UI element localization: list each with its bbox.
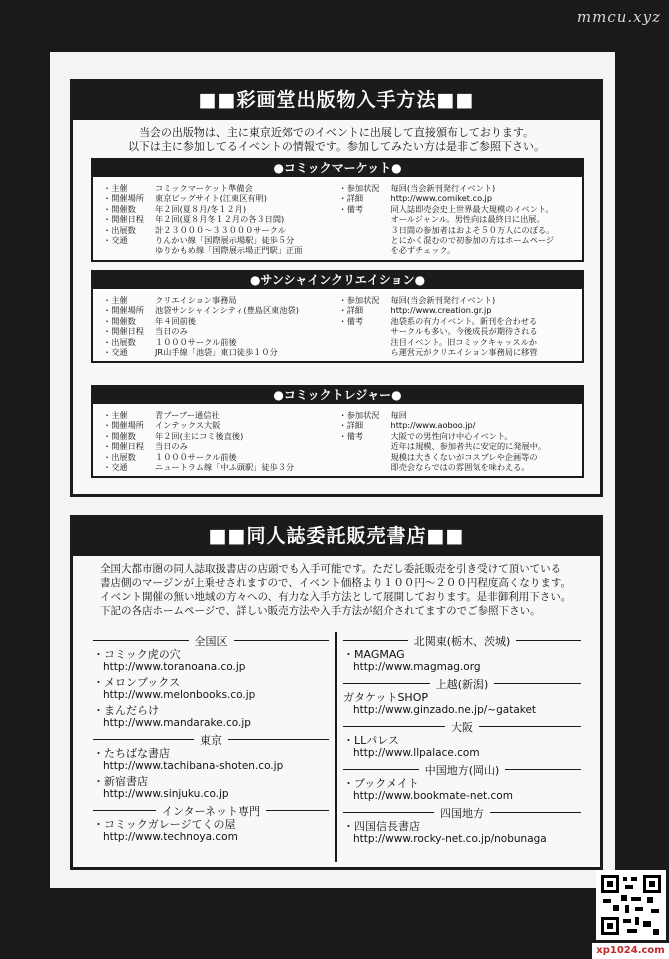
region-header — [343, 762, 581, 777]
qr-caption[interactable]: xp1024.com — [592, 943, 669, 959]
event-details-right — [339, 295, 575, 357]
detail-key: ・備考 — [338, 430, 364, 441]
store-name: ・コミック虎の穴 — [93, 648, 181, 661]
detail-key: ・開催場所 — [103, 305, 144, 316]
detail-value: ゆりかもめ線「国際展示場正門駅」正面 — [155, 245, 303, 256]
store-name: ・ブックメイト — [343, 777, 419, 790]
region-rule — [93, 739, 194, 740]
detail-value: りんかい線「国際展示場駅」徒歩５分 — [155, 235, 295, 246]
region-rule — [234, 640, 330, 641]
detail-link[interactable]: http://www.creation.gr.jp — [390, 305, 492, 316]
intro-line: 書店側のマージンが上乗せされますので、イベント価格より１００円〜２００円程度高くなります。 — [100, 577, 571, 589]
detail-key — [339, 337, 391, 347]
detail-value: 年２回(夏８月冬１２月の各３日間) — [155, 214, 285, 225]
detail-row — [103, 214, 339, 224]
store-name: ・たちばな書店 — [93, 747, 170, 760]
detail-key — [339, 326, 391, 336]
detail-row — [103, 183, 339, 193]
region-rule — [343, 683, 430, 684]
detail-value: 池袋系の有力イベント。新刊を合わせる — [390, 315, 538, 326]
store-link[interactable]: http://www.llpalace.com — [353, 747, 480, 759]
region-rule — [494, 683, 581, 684]
region-label: 大阪 — [451, 720, 473, 734]
store-column-left — [87, 632, 337, 862]
detail-row — [103, 347, 339, 357]
detail-value: オールジャンル。男性向は最終日に出展。 — [390, 214, 545, 225]
store-link[interactable]: http://www.melonbooks.co.jp — [103, 689, 256, 701]
detail-value: とにかく混むので初参加の方はホームページ — [390, 235, 555, 246]
event-title: ●コミックマーケット● — [93, 160, 582, 177]
detail-row — [339, 193, 575, 203]
store-name: ・LLパレス — [343, 734, 399, 747]
detail-key — [339, 347, 391, 357]
watermark-text: mmcu.xyz — [576, 8, 661, 26]
detail-link[interactable]: http://www.aoboo.jp/ — [390, 420, 476, 431]
detail-value: 計２３０００〜３３０００サークル — [155, 224, 286, 235]
detail-row — [103, 410, 339, 420]
detail-key: ・開催場所 — [103, 193, 144, 204]
detail-row — [103, 295, 339, 305]
region-label: インターネット専門 — [162, 804, 261, 818]
detail-key — [339, 235, 391, 245]
event-details-right — [339, 183, 575, 256]
detail-row — [339, 347, 575, 357]
detail-value: １０００サークル前後 — [155, 451, 237, 462]
detail-value: ら運営元がクリエイション事務局に移管 — [390, 347, 538, 358]
detail-value: 青ブーブー通信社 — [155, 410, 220, 420]
detail-value: サークルも多い。今後成長が期待される — [390, 326, 538, 337]
region-header — [343, 633, 581, 648]
detail-row — [103, 420, 339, 430]
region-header — [93, 803, 329, 818]
store-column-right — [337, 632, 587, 862]
detail-value: インテックス大阪 — [155, 420, 221, 431]
event-details-left — [103, 183, 339, 256]
detail-key: ・開催日程 — [103, 441, 144, 452]
store-name: ・四国信長書店 — [343, 820, 420, 833]
detail-link[interactable]: http://www.comiket.co.jp — [390, 193, 493, 204]
detail-key: ・詳細 — [338, 420, 364, 431]
detail-row — [103, 337, 339, 347]
region-label: 中国地方(岡山) — [424, 763, 500, 777]
region-header — [93, 633, 329, 648]
detail-value: 注目イベント。旧コミックキャッスルか — [390, 336, 537, 347]
store-list — [87, 632, 587, 862]
section-title: ■■彩画堂出版物入手方法■■ — [73, 82, 600, 120]
store-link[interactable]: http://www.toranoana.co.jp — [103, 661, 246, 673]
detail-value: クリエイション事務局 — [155, 295, 237, 305]
region-rule — [93, 640, 189, 641]
detail-value: を必ずチェック。 — [390, 245, 456, 256]
detail-key: ・開催数 — [103, 315, 136, 326]
detail-row — [339, 316, 575, 326]
store-link[interactable]: http://www.technoya.com — [103, 831, 238, 843]
detail-row — [103, 204, 339, 214]
region-header — [343, 805, 581, 820]
region-rule — [516, 640, 581, 641]
region-rule — [228, 739, 329, 740]
detail-row — [103, 235, 339, 245]
store-name: ・MAGMAG — [343, 648, 405, 661]
detail-value: 年２回(夏８月/冬１２月) — [155, 203, 247, 214]
detail-key: ・詳細 — [338, 305, 364, 316]
event-details-left — [103, 410, 339, 472]
detail-key: ・出展数 — [103, 336, 136, 347]
store-name: ガタケットSHOP — [343, 691, 428, 704]
detail-row — [339, 295, 575, 305]
detail-row — [339, 183, 575, 193]
event-details-right — [339, 410, 575, 472]
detail-row — [339, 235, 575, 245]
detail-value: 年４回前後 — [155, 315, 196, 326]
detail-key: ・参加状況 — [338, 183, 380, 193]
detail-row — [339, 245, 575, 255]
detail-key — [339, 441, 391, 451]
detail-key: ・交通 — [103, 235, 128, 246]
event-box-comic-treasure — [91, 385, 584, 478]
store-link[interactable]: http://www.bookmate-net.com — [353, 790, 513, 802]
region-label: 四国地方 — [440, 806, 484, 820]
detail-value: 毎回(当会新刊発行イベント) — [390, 183, 496, 193]
intro-line: 下記の各店ホームページで、詳しい販売方法や入手方法が紹介されてますのでご参照下さい。 — [100, 605, 541, 617]
store-name: ・コミックガレージてくの屋 — [93, 818, 236, 831]
store-link[interactable]: http://www.ginzado.ne.jp/~gataket — [353, 704, 537, 716]
detail-key: ・開催数 — [103, 430, 136, 441]
region-header — [93, 732, 329, 747]
intro-line: 全国大都市圏の同人誌取扱書店の店頭でも入手可能です。ただし委託販売を引き受けて頂いている — [100, 563, 562, 575]
section-intro — [73, 556, 600, 618]
detail-key: ・主催 — [103, 183, 128, 193]
detail-value: 当日のみ — [155, 441, 188, 452]
detail-key: ・参加状況 — [338, 410, 380, 420]
event-box-sunshine-creation — [91, 270, 584, 363]
qr-code[interactable] — [596, 870, 666, 940]
detail-value: 即売会ならではの雰囲気を味わえる。 — [390, 462, 530, 473]
detail-row — [103, 462, 339, 472]
detail-row — [103, 431, 339, 441]
detail-row — [339, 225, 575, 235]
detail-value: 池袋サンシャインシティ(豊島区東池袋) — [155, 305, 299, 316]
detail-value: 東京ビッグサイト(江東区有明) — [155, 193, 267, 204]
detail-value: 毎回 — [390, 410, 407, 420]
detail-key — [103, 245, 155, 255]
region-header — [343, 676, 581, 691]
detail-key: ・出展数 — [103, 224, 136, 235]
detail-row — [103, 316, 339, 326]
event-details-left — [103, 295, 339, 357]
detail-key: ・主催 — [103, 295, 128, 305]
publication-acquisition-panel — [70, 79, 603, 497]
detail-value: 年２回(主にコミ後直後) — [155, 430, 244, 441]
detail-row — [339, 305, 575, 315]
section-intro — [73, 120, 600, 154]
detail-row — [339, 420, 575, 430]
detail-row — [103, 305, 339, 315]
store-link[interactable]: http://www.tachibana-shoten.co.jp — [103, 760, 284, 772]
detail-key: ・交通 — [103, 462, 128, 473]
event-title: ●コミックトレジャー● — [93, 387, 582, 404]
detail-key: ・備考 — [338, 315, 364, 326]
qr-code-graphic — [599, 873, 663, 937]
detail-row — [339, 337, 575, 347]
detail-key: ・開催数 — [103, 203, 136, 214]
region-rule — [479, 726, 581, 727]
event-box-comiket — [91, 158, 584, 262]
detail-row — [103, 245, 339, 255]
store-link[interactable]: http://www.rocky-net.co.jp/nobunaga — [353, 833, 547, 845]
detail-value: 同人誌即売会史上世界最大規模のイベント。 — [390, 203, 554, 214]
detail-row — [103, 193, 339, 203]
region-label: 北関東(栃木、茨城) — [413, 634, 511, 648]
detail-row — [339, 326, 575, 336]
detail-value: コミックマーケット準備会 — [155, 183, 253, 193]
store-name: ・まんだらけ — [93, 704, 159, 717]
region-header — [343, 719, 581, 734]
detail-row — [339, 452, 575, 462]
detail-row — [103, 452, 339, 462]
detail-key — [339, 452, 391, 462]
detail-value: １０００サークル前後 — [155, 336, 237, 347]
detail-value: ３日間の参加者はおよそ５０万人にのぼる。 — [390, 224, 555, 235]
event-title: ●サンシャインクリエイション● — [93, 272, 582, 289]
detail-row — [339, 441, 575, 451]
consignment-stores-panel — [70, 515, 603, 870]
region-label: 上越(新潟) — [435, 677, 489, 691]
detail-key — [339, 245, 391, 255]
detail-row — [339, 462, 575, 472]
region-rule — [505, 769, 581, 770]
detail-key: ・開催場所 — [103, 420, 144, 431]
region-rule — [343, 640, 408, 641]
detail-row — [103, 326, 339, 336]
detail-key: ・主催 — [103, 410, 128, 420]
region-rule — [343, 769, 419, 770]
detail-row — [339, 204, 575, 214]
store-name: ・メロンブックス — [93, 676, 181, 689]
intro-line: 当会の出版物は、主に東京近郊でのイベントに出展して直接頒布しております。 — [138, 126, 535, 139]
region-rule — [266, 810, 329, 811]
region-rule — [490, 812, 581, 813]
region-rule — [343, 812, 434, 813]
detail-row — [339, 410, 575, 420]
detail-key — [339, 462, 391, 472]
detail-key: ・備考 — [338, 203, 364, 214]
store-link[interactable]: http://www.magmag.org — [353, 661, 481, 673]
detail-row — [103, 441, 339, 451]
detail-value: 規模は大きくないがコスプレや企画等の — [390, 451, 538, 462]
region-rule — [93, 810, 156, 811]
store-link[interactable]: http://www.sinjuku.co.jp — [103, 788, 229, 800]
detail-value: JR山手線「池袋」東口徒歩１０分 — [155, 347, 278, 358]
store-name: ・新宿書店 — [93, 775, 148, 788]
region-label: 全国区 — [194, 634, 228, 648]
detail-value: 大阪での男性向け中心イベント。 — [390, 430, 513, 441]
region-label: 東京 — [200, 733, 222, 747]
region-rule — [343, 726, 445, 727]
detail-value: 近年は規模、参加者共に安定的に発展中。 — [390, 441, 547, 452]
detail-key: ・詳細 — [338, 193, 364, 204]
detail-row — [103, 225, 339, 235]
section-title: ■■同人誌委託販売書店■■ — [73, 518, 600, 556]
detail-key: ・開催日程 — [103, 214, 144, 225]
intro-line: 以下は主に参加してるイベントの情報です。参加してみたい方は是非ご参照下さい。 — [127, 140, 546, 153]
detail-key: ・開催日程 — [103, 326, 144, 337]
detail-value: ニュートラム線「中ふ頭駅」徒歩３分 — [155, 462, 295, 473]
detail-key: ・出展数 — [103, 451, 136, 462]
store-link[interactable]: http://www.mandarake.co.jp — [103, 717, 251, 729]
detail-key — [339, 225, 391, 235]
detail-row — [339, 214, 575, 224]
detail-key — [339, 214, 391, 224]
detail-value: 当日のみ — [155, 326, 188, 337]
detail-row — [339, 431, 575, 441]
detail-value: 毎回(当会新刊発行イベント) — [390, 295, 496, 305]
detail-key: ・交通 — [103, 347, 128, 358]
detail-key: ・参加状況 — [338, 295, 380, 305]
intro-line: イベント開催の無い地域の方々への、有力な入手方法として展開しております。是非御利用下さい。 — [100, 591, 572, 603]
